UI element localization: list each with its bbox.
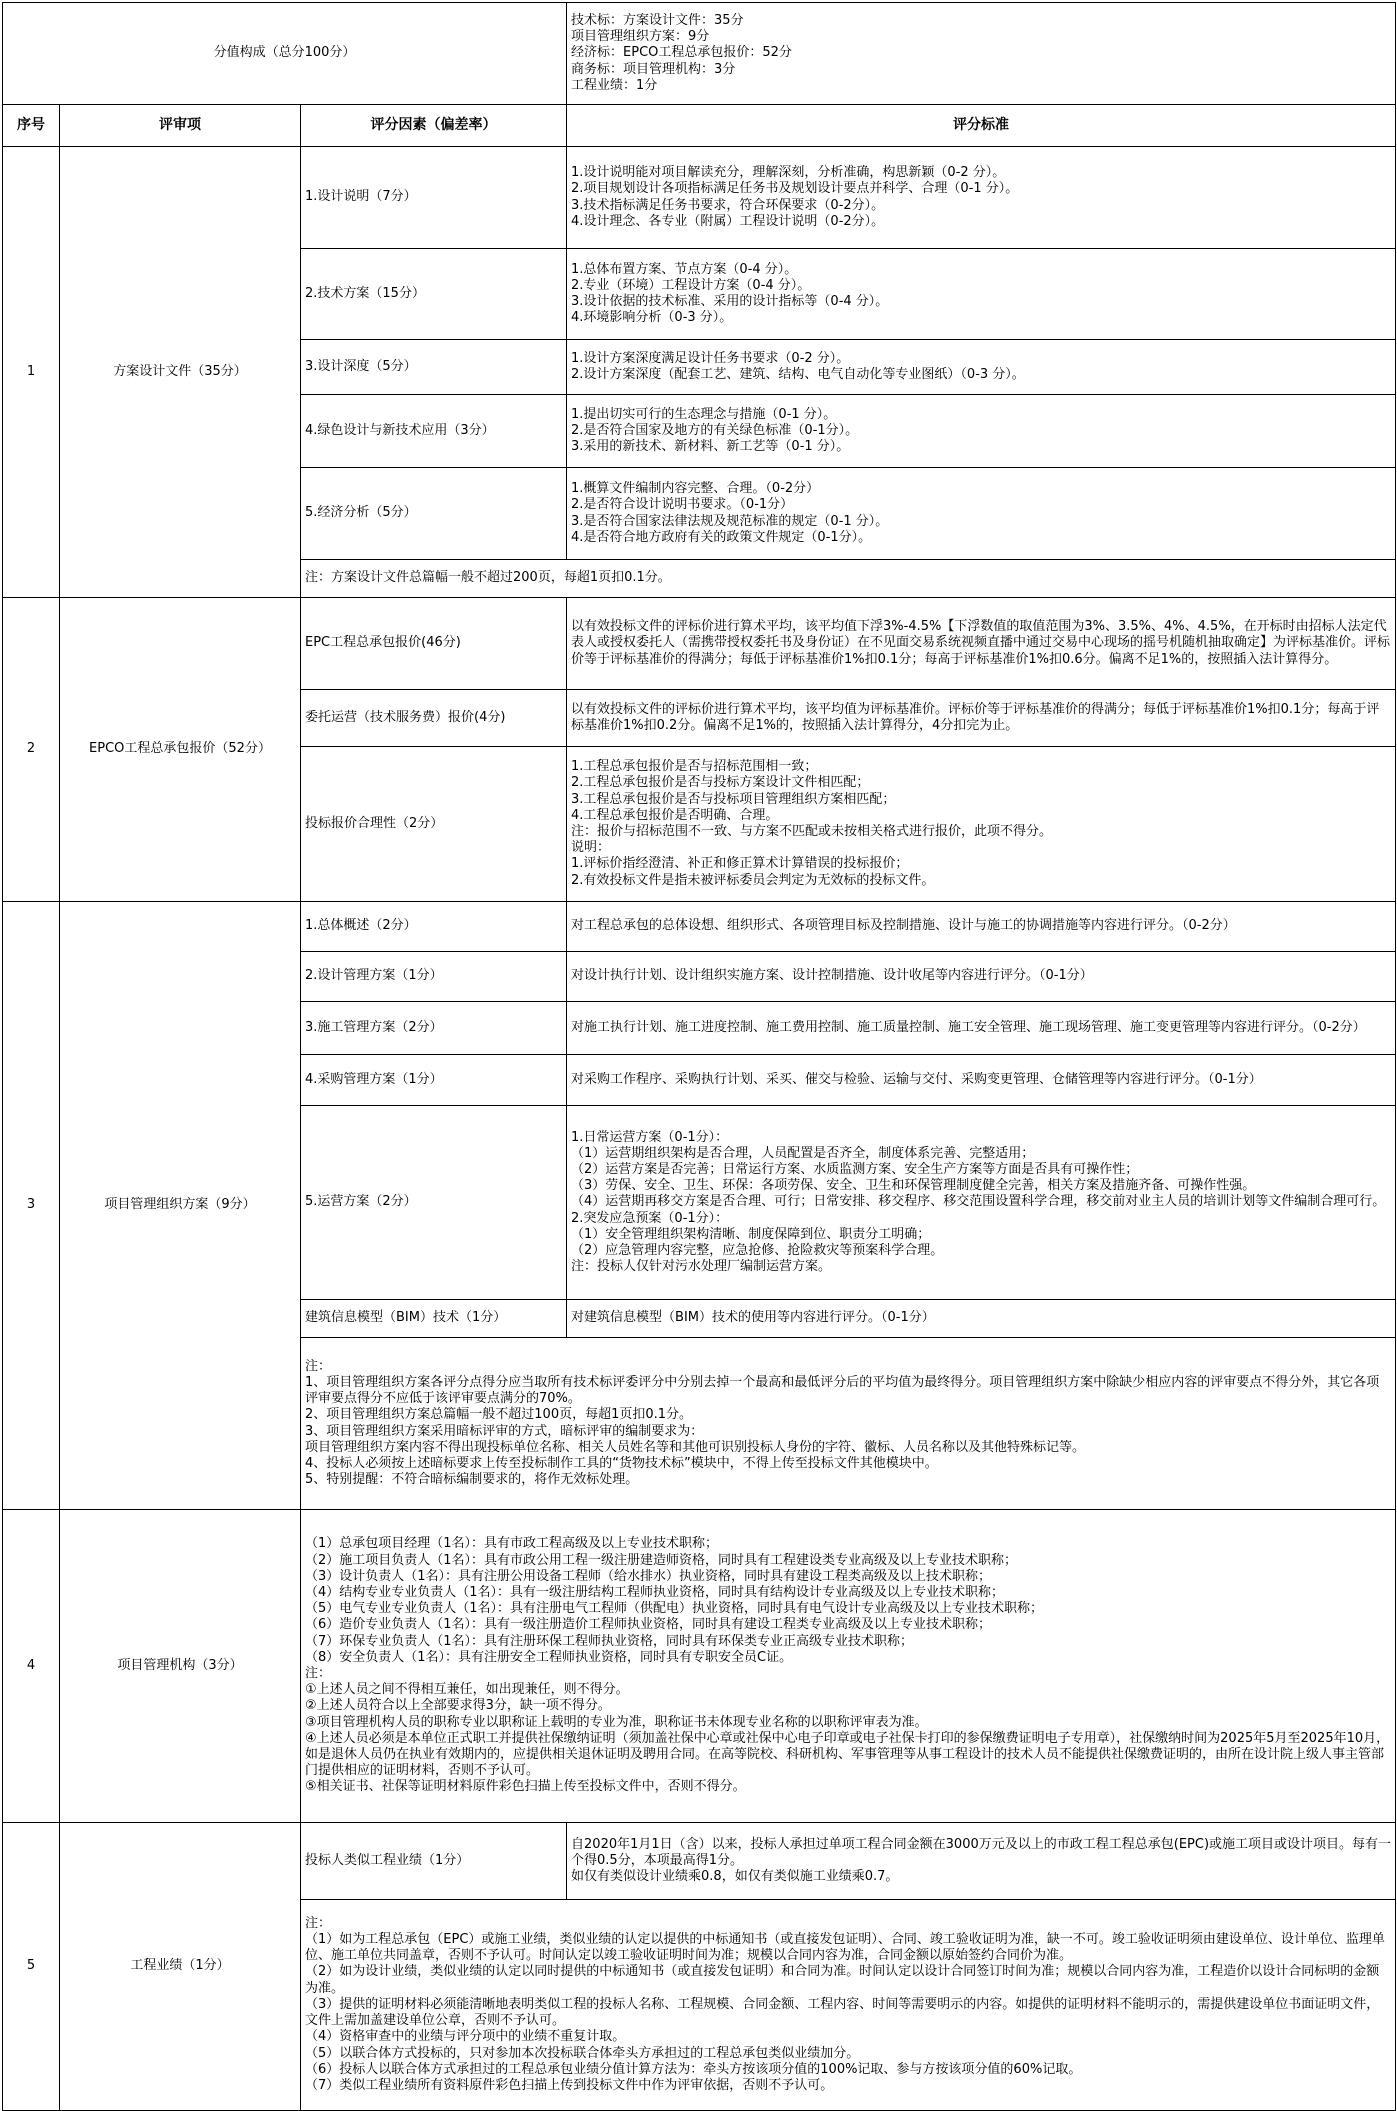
section-note: 注：方案设计文件总篇幅一般不超过200页，每超1页扣0.1分。 [301,560,1396,598]
table-row [3,1823,1396,1900]
factor-cell: 5.运营方案（2分） [301,1106,567,1300]
factor-cell: 委托运营（技术服务费）报价(4分) [301,690,567,747]
standard-cell: 对工程总承包的总体设想、组织形式、各项管理目标及控制措施、设计与施工的协调措施等内容进行评分。（0-2分） [567,902,1396,952]
standard-cell: 自2020年1月1日（含）以来，投标人承担过单项工程合同金额在3000万元及以上的市政工程工程总承包(EPC)或施工项目或设计项目。每有一个得0.5分，本项最高得1分。 如仅有类似设计业绩乘0.8，如仅有类似施工业绩乘0.7。 [567,1823,1396,1900]
standard-cell: 1.概算文件编制内容完整、合理。（0-2分） 2.是否符合设计说明书要求。（0-1分） 3.是否符合国家法律法规及规范标准的规定（0-1 分）。 4.是否符合地方政府有关的政策文件规定（0-1分）。 [567,468,1396,560]
header-no: 序号 [3,105,60,147]
factor-cell: 1.总体概述（2分） [301,902,567,952]
standard-cell: 1.总体布置方案、节点方案（0-4 分）。 2.专业（环境）工程设计方案（0-4 分）。 3.设计依据的技术标准、采用的设计指标等（0-4 分）。 4.环境影响分析（0-3 分）。 [567,249,1396,340]
standard-cell: 1.设计说明能对项目解读充分，理解深刻，分析准确，构思新颖（0-2 分）。 2.项目规划设计各项指标满足任务书及规划设计要点并科学、合理（0-1 分）。 3.技术指标满足任务书要求，符合环保要求（0-2分）。 4.设计理念、各专业（附属）工程设计说明（0-2分）。 [567,147,1396,249]
factor-cell: 2.设计管理方案（1分） [301,952,567,1002]
section-note: 注： 1、项目管理组织方案各评分点得分应当取所有技术标评委评分中分别去掉一个最高和最低评分后的平均值为最终得分。项目管理组织方案中除缺少相应内容的评审要点不得分外，其它各项评审要点得分不应低于该评审要点满分的70%。 2、项目管理组织方案总篇幅一般不超过100页，每超1页扣0.1分。 3、项目管理组织方案采用暗标评审的方式，暗标评审的编制要求为： 项目管理组织方案内容不得出现投标单位名称、相关人员姓名等和其他可识别投标人身份的字符、徽标、人员名称以及其他特殊标记等。 4、投标人必须按上述暗标要求上传至投标制作工具的“货物技术标”模块中，不得上传至投标文件其他模块中。 5、特别提醒：不符合暗标编制要求的，将作无效标处理。 [301,1338,1396,1510]
section-note: 注： （1）如为工程总承包（EPC）或施工业绩，类似业绩的认定以提供的中标通知书（或直接发包证明）、合同、竣工验收证明为准，缺一不可。竣工验收证明须由建设单位、设计单位、监理单位、施工单位共同盖章，否则不予认可。时间认定以竣工验收证明时间为准；规模以合同内容为准，合同金额以原始签约合同价为准。 （2）如为设计业绩，类似业绩的认定以同时提供的中标通知书（或直接发包证明）和合同为准。时间认定以设计合同签订时间为准；规模以合同内容为准，工程造价以设计合同标明的金额为准。 （3）提供的证明材料必须能清晰地表明类似工程的投标人名称、工程规模、合同金额、工程内容、时间等需要明示的内容。如提供的证明材料不能明示的，需提供建设单位书面证明文件，文件上需加盖建设单位公章，否则不予认可。 （4）资格审查中的业绩与评分项中的业绩不重复计取。 （5）以联合体方式投标的，只对参加本次投标联合体牵头方承担过的工程总承包类似业绩加分。 （6）投标人以联合体方式承担过的工程总承包业绩分值计算方法为：牵头方按该项分值的100%记取、参与方按该项分值的60%记取。 （7）类似工程业绩所有资料原件彩色扫描上传到投标文件中作为评审依据，否则不予认可。 [301,1900,1396,2111]
score-composition-detail [567,3,1396,105]
section-item: EPCO工程总承包报价（52分） [60,598,301,902]
standard-cell: 以有效投标文件的评标价进行算术平均，该平均值为评标基准价。评标价等于评标基准价的得满分；每低于评标基准价1%扣0.1分；每高于评标基准价1%扣0.2分。偏离不足1%的，按照插入法计算得分，4分扣完为止。 [567,690,1396,747]
section-item: 方案设计文件（35分） [60,147,301,598]
factor-cell: 建筑信息模型（BIM）技术（1分） [301,1300,567,1338]
factor-cell: 1.设计说明（7分） [301,147,567,249]
table-row [3,598,1396,690]
standard-cell: 1.提出切实可行的生态理念与措施（0-1 分）。 2.是否符合国家及地方的有关绿色标准（0-1分）。 3.采用的新技术、新材料、新工艺等（0-1 分）。 [567,395,1396,468]
standard-cell: 对采购工作程序、采购执行计划、采买、催交与检验、运输与交付、采购变更管理、仓储管理等内容进行评分。（0-1分） [567,1055,1396,1106]
table-row [3,902,1396,952]
score-composition-label: 分值构成（总分100分） [3,3,567,105]
factor-cell: 2.技术方案（15分） [301,249,567,340]
standard-cell: 对设计执行计划、设计组织实施方案、设计控制措施、设计收尾等内容进行评分。（0-1分） [567,952,1396,1002]
factor-cell: 3.设计深度（5分） [301,340,567,395]
section-no: 1 [3,147,60,598]
section-no: 2 [3,598,60,902]
factor-cell: EPC工程总承包报价(46分) [301,598,567,690]
header-item: 评审项 [60,105,301,147]
header-factor: 评分因素（偏差率） [301,105,567,147]
standard-cell: 1.日常运营方案（0-1分）： （1）运营期组织架构是否合理，人员配置是否齐全，制度体系完善、完整适用； （2）运营方案是否完善；日常运行方案、水质监测方案、安全生产方案等方面是否具有可操作性； （3）劳保、安全、卫生、环保：各项劳保、安全、卫生和环保管理制度健全完善，相关方案及措施齐备、可操作性强。 （4）运营期再移交方案是否合理、可行；日常安排、移交程序、移交范围设置科学合理，移交前对业主人员的培训计划等文件编制合理可行。 2.突发应急预案（0-1分）： （1）安全管理组织架构清晰、制度保障到位、职责分工明确； （2）应急管理内容完整，应急抢修、抢险救灾等预案科学合理。 注：投标人仅针对污水处理厂编制运营方案。 [567,1106,1396,1300]
section-no: 3 [3,902,60,1510]
section-item: 工程业绩（1分） [60,1823,301,2111]
standard-cell: 1.设计方案深度满足设计任务书要求（0-2 分）。 2.设计方案深度（配套工艺、建筑、结构、电气自动化等专业图纸）（0-3 分）。 [567,340,1396,395]
standard-cell: 对施工执行计划、施工进度控制、施工费用控制、施工质量控制、施工安全管理、施工现场管理、施工变更管理等内容进行评分。（0-2分） [567,1002,1396,1055]
standard-cell: 对建筑信息模型（BIM）技术的使用等内容进行评分。（0-1分） [567,1300,1396,1338]
section-no: 4 [3,1510,60,1823]
factor-cell: 4.采购管理方案（1分） [301,1055,567,1106]
header-standard: 评分标准 [567,105,1396,147]
score-line: 经济标：EPCO工程总承包报价：52分 [571,45,792,61]
header-row [3,105,1396,147]
scoring-table [2,2,1396,2111]
factor-cell: 3.施工管理方案（2分） [301,1002,567,1055]
section-no: 5 [3,1823,60,2111]
table-row [3,147,1396,249]
factor-cell: 5.经济分析（5分） [301,468,567,560]
score-line: 技术标：方案设计文件：35分 [571,12,744,28]
standard-cell: 以有效投标文件的评标价进行算术平均，该平均值下浮3%-4.5%【下浮数值的取值范围为3%、3.5%、4%、4.5%，在开标时由招标人法定代表人或授权委托人（需携带授权委托书及身份证）在不见面交易系统视频直播中通过交易中心现场的摇号机随机抽取确定】为评标基准价。评标价等于评标基准价的得满分；每低于评标基准价1%扣0.1分；每高于评标基准价1%扣0.6分。偏离不足1%的，按照插入法计算得分。 [567,598,1396,690]
section-item: 项目管理机构（3分） [60,1510,301,1823]
factor-cell: 投标人类似工程业绩（1分） [301,1823,567,1900]
table-row [3,1510,1396,1823]
standard-cell: 1.工程总承包报价是否与招标范围相一致； 2.工程总承包报价是否与投标方案设计文件相匹配； 3.工程总承包报价是否与投标项目管理组织方案相匹配； 4.工程总承包报价是否明确、合理。 注：报价与招标范围不一致、与方案不匹配或未按相关格式进行报价，此项不得分。 说明： 1.评标价指经澄清、补正和修正算术计算错误的投标报价； 2.有效投标文件是指未被评标委员会判定为无效标的投标文件。 [567,747,1396,902]
score-line: 工程业绩：1分 [571,77,658,93]
factor-cell: 4.绿色设计与新技术应用（3分） [301,395,567,468]
summary-row [3,3,1396,105]
score-line: 项目管理组织方案：9分 [571,29,710,45]
standard-cell: （1）总承包项目经理（1名）：具有市政工程高级及以上专业技术职称； （2）施工项目负责人（1名）：具有市政公用工程一级注册建造师资格，同时具有工程建设类专业高级及以上专业技术职称； （3）设计负责人（1名）：具有注册公用设备工程师（给水排水）执业资格，同时具有建设工程类高级及以上技术职称； （4）结构专业专业负责人（1名）：具有一级注册结构工程师执业资格，同时具有结构设计专业高级及以上专业技术职称； （5）电气专业专业负责人（1名）：具有注册电气工程师（供配电）执业资格，同时具有电气设计专业高级及以上专业技术职称； （6）造价专业负责人（1名）：具有一级注册造价工程师执业资格，同时具有建设工程类专业高级及以上专业技术职称； （7）环保专业负责人（1名）：具有注册环保工程师执业资格，同时具有环保类专业正高级专业技术职称； （8）安全负责人（1名）：具有注册安全工程师执业资格，同时具有专职安全员C证。 注： ①上述人员之间不得相互兼任，如出现兼任，则不得分。 ②上述人员符合以上全部要求得3分，缺一项不得分。 ③项目管理机构人员的职称专业以职称证上载明的专业为准，职称证书未体现专业名称的以职称评审表为准。 ④上述人员必须是本单位正式职工并提供社保缴纳证明（须加盖社保中心章或社保中心电子印章或电子社保卡打印的参保缴费证明电子专用章），社保缴纳时间为2025年5月至2025年10月，如是退休人员仍在执业有效期内的，应提供相关退休证明及聘用合同。在高等院校、科研机构、军事管理等从事工程设计的技术人员不能提供社保缴费证明的，由所在设计院上级人事主管部门提供相应的证明材料，否则不予认可。 ⑤相关证书、社保等证明材料原件彩色扫描上传至投标文件中，否则不得分。 [301,1510,1396,1823]
factor-cell: 投标报价合理性（2分） [301,747,567,902]
section-item: 项目管理组织方案（9分） [60,902,301,1510]
score-line: 商务标：项目管理机构：3分 [571,61,736,77]
